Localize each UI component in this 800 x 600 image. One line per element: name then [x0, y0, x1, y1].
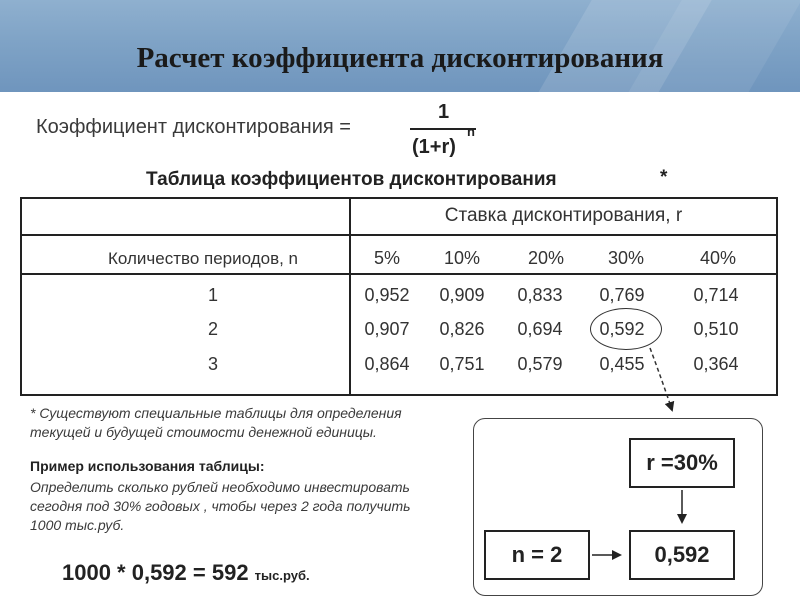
table-cell: 0,833	[517, 285, 563, 305]
table-cell: 0,751	[439, 354, 485, 374]
example-line: Определить сколько рублей необходимо инвестировать	[30, 479, 410, 495]
table-cell: 0,909	[439, 285, 485, 305]
period-number: 3	[207, 354, 218, 374]
table-cell: 0,826	[439, 319, 485, 339]
result-calculation: 1000 * 0,592 = 592	[62, 560, 255, 585]
periods-box: n = 2	[484, 530, 590, 580]
slide-title: Расчет коэффициента дисконтирования	[136, 42, 664, 74]
table-cell: 0,952	[364, 285, 410, 305]
result-unit: тыс.руб.	[254, 568, 310, 583]
rate-column-header: 10%	[443, 248, 481, 268]
formula-exponent: n	[467, 124, 475, 139]
table-cell-highlighted: 0,592	[599, 319, 645, 339]
periods-header: Количество периодов, n	[108, 249, 299, 268]
formula-denominator: (1+r)	[412, 136, 456, 158]
dashed-arrow	[650, 348, 672, 410]
table-cell: 0,907	[364, 319, 410, 339]
period-number: 2	[207, 319, 218, 339]
period-number: 1	[207, 285, 218, 305]
table-cell: 0,455	[599, 354, 645, 374]
formula-numerator: 1	[438, 101, 450, 123]
table-cell: 0,510	[693, 319, 739, 339]
rate-column-header: 30%	[607, 248, 645, 268]
table-title: Таблица коэффициентов дисконтирования	[146, 169, 557, 190]
table-cell: 0,579	[517, 354, 563, 374]
table-title-marker: *	[660, 167, 668, 188]
example-line: сегодня под 30% годовых , чтобы через 2 года получить	[30, 498, 411, 514]
example-title: Пример использования таблицы:	[30, 458, 265, 474]
table-cell: 0,864	[364, 354, 410, 374]
table-cell: 0,714	[693, 285, 739, 305]
table-cell: 0,769	[599, 285, 645, 305]
footnote-line: * Существуют специальные таблицы для определения	[30, 405, 402, 421]
rate-box: r =30%	[629, 438, 735, 488]
rate-column-header: 20%	[527, 248, 565, 268]
table-cell: 0,364	[693, 354, 739, 374]
table-cell: 0,694	[517, 319, 563, 339]
rate-column-header: 40%	[699, 248, 737, 268]
footnote-line: текущей и будущей стоимости денежной единицы.	[30, 424, 377, 440]
result-box: 0,592	[629, 530, 735, 580]
rate-column-header: 5%	[373, 248, 400, 268]
example-line: 1000 тыс.руб.	[30, 517, 125, 533]
rate-header: Ставка дисконтирования, r	[444, 205, 683, 226]
formula-label: Коэффициент дисконтирования =	[36, 116, 351, 138]
